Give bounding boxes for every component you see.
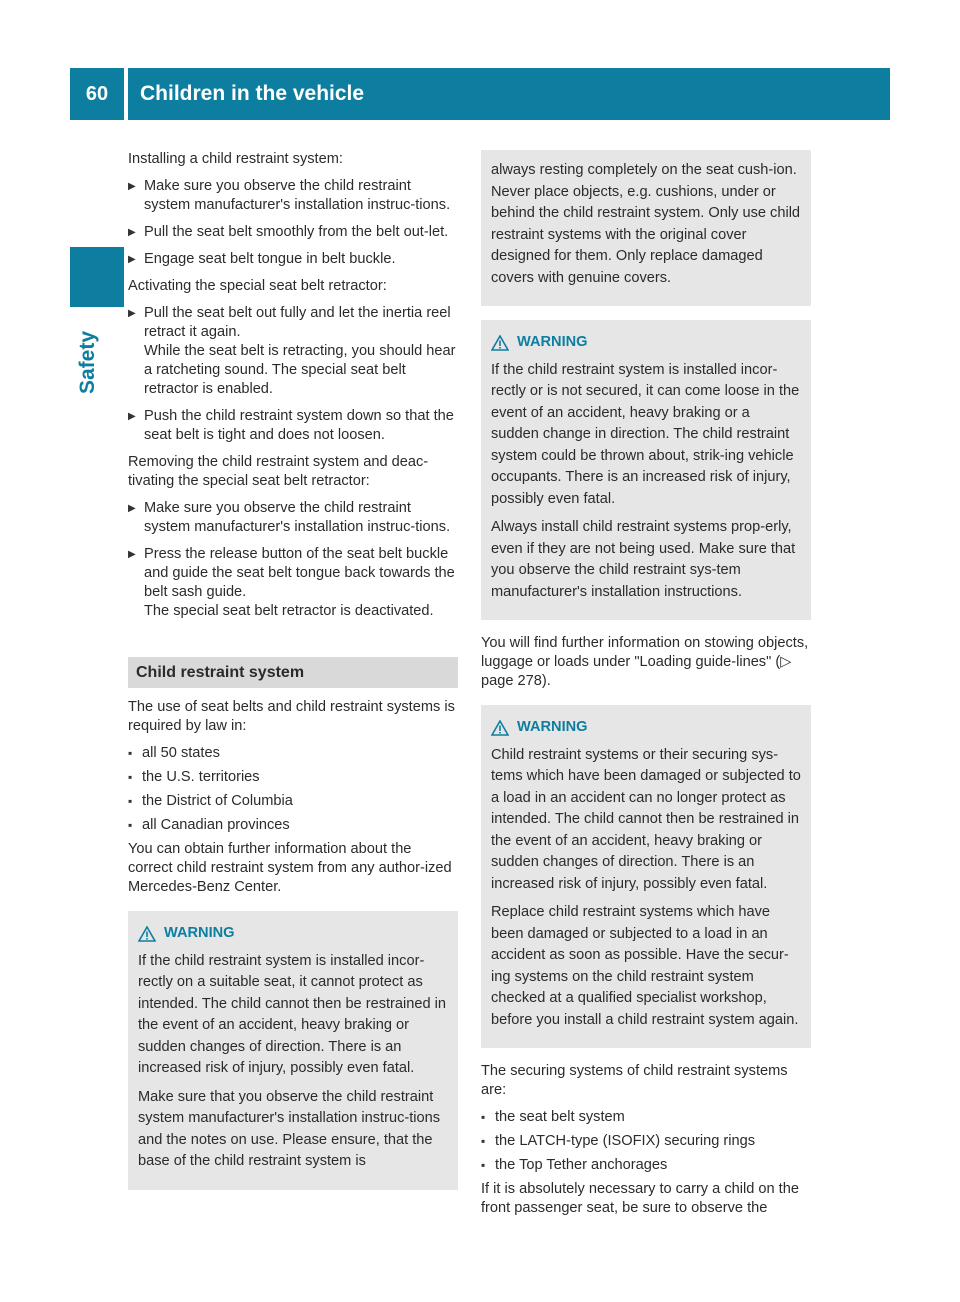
- activating-step-text: ▶ Pull the seat belt out fully and let the inertia reel retract it again.: [144, 305, 451, 340]
- warning-heading: [491, 332, 801, 354]
- installing-step: ▶ Pull the seat belt smoothly from the belt out-let.: [128, 223, 458, 242]
- warning-label: WARNING: [517, 334, 588, 350]
- securing-intro: The securing systems of child restraint systems are:: [481, 1063, 788, 1098]
- securing-item: ▪ the Top Tether anchorages: [481, 1156, 811, 1175]
- section-tab-block: [70, 247, 124, 307]
- installing-step: ▶ Make sure you observe the child restraint system manufacturer's installation instruc-tions.: [128, 177, 458, 215]
- warning-label: WARNING: [517, 719, 588, 735]
- warning-label: WARNING: [164, 925, 235, 941]
- activating-step: [128, 304, 458, 399]
- warning-heading: [491, 717, 801, 739]
- warning-triangle-icon: [491, 335, 509, 351]
- law-item: ▪ all Canadian provinces: [128, 816, 458, 835]
- installing-step: ▶ Engage seat belt tongue in belt buckle.: [128, 250, 458, 269]
- page-number: 60: [70, 68, 124, 120]
- warning-box: [128, 911, 458, 1190]
- installing-title: Installing a child restraint system:: [128, 151, 343, 167]
- removing-step: [128, 545, 458, 621]
- right-column: [481, 150, 811, 1226]
- warning-text: If the child restraint system is installed incor-rectly or is not secured, it can come loose in the event of an accident, heavy braking or a sudden change in direction. The child restraint system could be thrown about, strik-ing vehicle occupants. There is an increased risk of injury, possibly even fatal.: [491, 361, 800, 507]
- law-item: ▪ all 50 states: [128, 744, 458, 763]
- activating-title: Activating the special seat belt retractor:: [128, 278, 387, 294]
- info-text: You can obtain further information about the correct child restraint system from any author-ized Mercedes-Benz Center.: [128, 841, 452, 895]
- stowing-text: You will find further information on stowing objects, luggage or loads under "Loading guide-lines" (▷ page 278).: [481, 635, 809, 689]
- warning-text: If the child restraint system is installed incor-rectly on a suitable seat, it cannot protect as intended. The child cannot then be restrained in the event of an accident, heavy braking or sudden changes of direction. There is an increased risk of injury, possibly even fatal.: [138, 952, 447, 1076]
- warning-triangle-icon: [138, 926, 156, 942]
- law-item: ▪ the U.S. territories: [128, 768, 458, 787]
- closing-text: If it is absolutely necessary to carry a child on the front passenger seat, be sure to observe the: [481, 1181, 799, 1216]
- warning-text: Make sure that you observe the child restraint system manufacturer's installation instruc-tions and the notes on use. Please ensure, that the base of the child restraint system is: [138, 1088, 441, 1169]
- warning-heading: [138, 923, 448, 945]
- securing-item: ▪ the LATCH-type (ISOFIX) securing rings: [481, 1132, 811, 1151]
- section-label: Safety: [76, 330, 99, 394]
- removing-step: ▶ Make sure you observe the child restraint system manufacturer's installation instruc-tions.: [128, 499, 458, 537]
- chapter-title: Children in the vehicle: [128, 68, 890, 120]
- warning-text: Replace child restraint systems which have been damaged or subjected to a load in an accident as soon as possible. Have the secur-ing systems on the child restraint system checked at a qualified specialist workshop, before you install a child restraint system again.: [491, 904, 799, 1028]
- warning-box: [481, 320, 811, 620]
- left-column: [128, 150, 458, 1204]
- warning-box-continued: [481, 150, 811, 306]
- warning-triangle-icon: [491, 720, 509, 736]
- removing-title: Removing the child restraint system and deac-tivating the special seat belt retractor:: [128, 454, 429, 489]
- law-item: ▪ the District of Columbia: [128, 792, 458, 811]
- law-intro: The use of seat belts and child restraint systems is required by law in:: [128, 699, 455, 734]
- securing-item: ▪ the seat belt system: [481, 1108, 811, 1127]
- warning-box: [481, 705, 811, 1048]
- section-title: Child restraint system: [128, 657, 458, 688]
- warning-text: Child restraint systems or their securing sys-tems which have been damaged or subjected to a load in an accident can no longer protect as intended. The child cannot then be restrained in the event of an accident, heavy braking or sudden changes of direction. There is an increased risk of injury, possibly even fatal.: [491, 746, 801, 892]
- removing-note: The special seat belt retractor is deactivated.: [144, 603, 434, 619]
- warning-text: Always install child restraint systems prop-erly, even if they are not being used. Make sure that you observe the child restraint sys-tem manufacturer's installation instructions.: [491, 519, 796, 600]
- removing-step-text: ▶ Press the release button of the seat belt buckle and guide the seat belt tongue back towards the belt sash guide.: [144, 546, 455, 600]
- activating-note: While the seat belt is retracting, you should hear a ratcheting sound. The special seat belt retractor is enabled.: [144, 343, 456, 397]
- warning-text: always resting completely on the seat cush-ion. Never place objects, e.g. cushions, under or behind the child restraint system. Only use child restraint systems with the original cover designed for them. Only replace damaged covers with genuine covers.: [491, 162, 801, 286]
- activating-step: ▶ Push the child restraint system down so that the seat belt is tight and does not loosen.: [128, 407, 458, 445]
